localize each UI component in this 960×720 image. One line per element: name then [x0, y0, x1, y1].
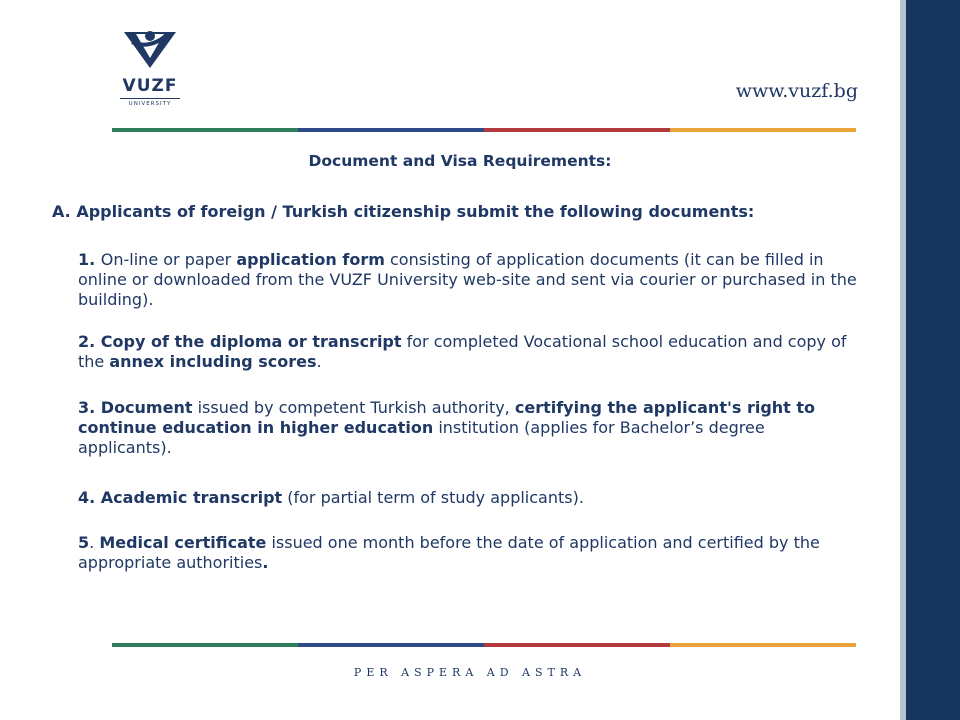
top-color-stripe [112, 128, 856, 132]
logo-divider [120, 98, 180, 99]
item-1-text-a: On-line or paper [100, 250, 237, 269]
item-4-text: (for partial term of study applicants). [282, 488, 584, 507]
website-link[interactable]: www.vuzf.bg [735, 80, 858, 102]
item-3-text-b: institution (applies for Bachelor’s degree applicants). [78, 418, 765, 457]
page-title: Document and Visa Requirements: [308, 152, 612, 170]
bottom-color-stripe [112, 643, 856, 647]
item-5-text-a: . [89, 533, 100, 552]
item-5-text-b: issued one month before the date of application and certified by the appropriate authorities [78, 533, 820, 572]
item-2-text-a: for completed Vocational school education and copy of the [78, 332, 847, 371]
item-3-bold-a: 3. Document [78, 398, 193, 417]
item-2-bold-a: 2. Copy of the diploma or transcript [78, 332, 402, 351]
item-1-text-b: consisting of application documents (it can be filled in online or downloaded from the VUZF University web-site and sent via courier or purchased in the building). [78, 250, 857, 309]
sidebar-panel [906, 0, 960, 720]
item-1-number: 1. [78, 250, 101, 269]
section-a-heading: A. Applicants of foreign / Turkish citizenship submit the following documents: [52, 202, 755, 221]
requirement-item-5 [78, 533, 838, 573]
logo-figure-icon [112, 28, 188, 74]
logo-subtitle: UNIVERSITY [128, 101, 172, 107]
item-3-bold-b: certifying the applicant's right to continue education in higher education [78, 398, 816, 437]
item-1-bold: application form [236, 250, 385, 269]
requirement-item-3 [78, 398, 860, 458]
footer-motto: PER ASPERA AD ASTRA [353, 666, 587, 679]
item-4-bold: 4. Academic transcript [78, 488, 283, 507]
item-2-text-b: . [316, 352, 322, 371]
item-5-period: . [262, 553, 269, 572]
requirement-item-1 [78, 250, 860, 310]
logo-wordmark: VUZF [122, 76, 178, 96]
item-5-bold: Medical certificate [99, 533, 267, 552]
item-5-number: 5 [78, 533, 90, 552]
item-2-bold-b: annex including scores [109, 352, 317, 371]
requirement-item-2 [78, 332, 860, 372]
item-3-text-a: issued by competent Turkish authority, [192, 398, 515, 417]
vuzf-logo [112, 28, 188, 114]
requirement-item-4 [78, 488, 860, 508]
